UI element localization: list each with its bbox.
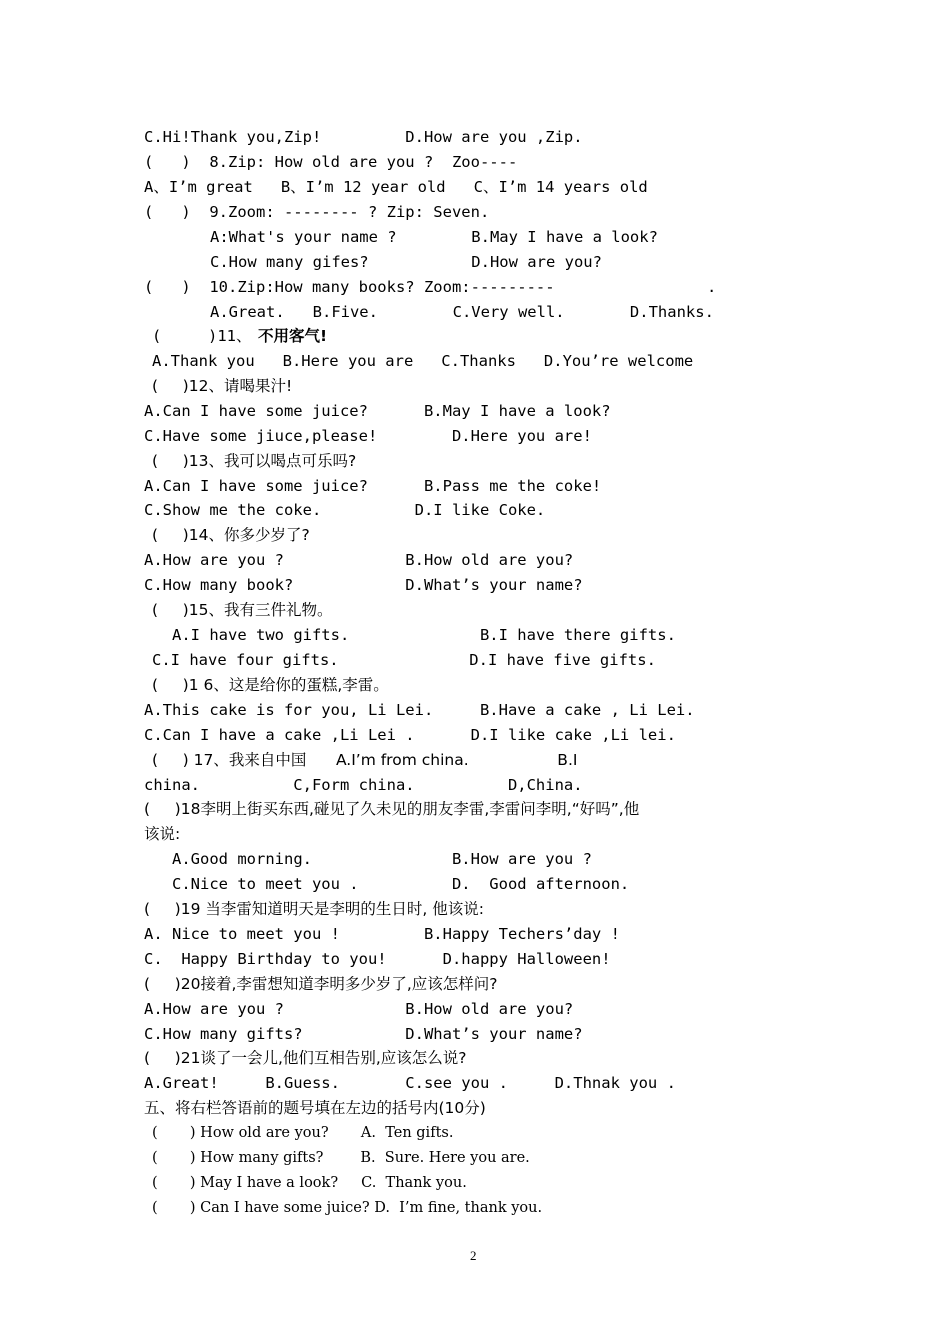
q20-options-cd: C.How many gifts? D.What’s your name?: [144, 1025, 583, 1043]
q13-options-cd: C.Show me the coke. D.I like Coke.: [144, 501, 546, 519]
q16-question: ( )1 6、这是给你的蛋糕,李雷。: [152, 676, 389, 694]
q10-options: A.Great. B.Five. C.Very well. D.Thanks.: [210, 303, 714, 321]
q16-options-ab: A.This cake is for you, Li Lei. B.Have a cake , Li Lei.: [144, 701, 695, 719]
q15-question: ( )15、我有三件礼物。: [152, 601, 333, 619]
q15-options-cd: C.I have four gifts. D.I have five gifts.: [152, 651, 656, 669]
q10-question-dot: .: [707, 278, 717, 296]
q21-question: ( )21谈了一会儿,他们互相告别,应该怎么说?: [144, 1049, 467, 1067]
q13-question: ( )13、我可以喝点可乐吗?: [152, 452, 357, 470]
q11-question: 不用客气!: [258, 327, 328, 345]
q13-options-ab: A.Can I have some juice? B.Pass me the coke!: [144, 477, 602, 495]
q8-question: ( ) 8.Zip: How old are you ? Zoo----: [144, 153, 518, 171]
q17-question: ( ) 17、我来自中国 A.I’m from china. B.I: [152, 751, 578, 769]
q18-options-ab: A.Good morning. B.How are you ?: [172, 850, 592, 868]
match-row-4: ( ) Can I have some juice? D. I’m fine, thank you.: [152, 1200, 543, 1216]
match-row-2: ( ) How many gifts? B. Sure. Here you are.: [152, 1150, 530, 1166]
q14-question: ( )14、你多少岁了?: [152, 526, 310, 544]
q18-question: ( )18李明上街买东西,碰见了久未见的朋友李雷,李雷问李明,“好吗”,他: [144, 800, 640, 818]
section-five-heading: 五、将右栏答语前的题号填在左边的括号内(10分): [144, 1099, 486, 1117]
q12-options-cd: C.Have some jiuce,please! D.Here you are!: [144, 427, 592, 445]
q14-options-cd: C.How many book? D.What’s your name?: [144, 576, 583, 594]
match-row-1: ( ) How old are you? A. Ten gifts.: [152, 1125, 454, 1141]
q19-options-ab: A. Nice to meet you ! B.Happy Techers’day !: [144, 925, 620, 943]
q20-question: ( )20接着,李雷想知道李明多少岁了,应该怎样问?: [144, 975, 498, 993]
q20-options-ab: A.How are you ? B.How old are you?: [144, 1000, 574, 1018]
q16-options-cd: C.Can I have a cake ,Li Lei . D.I like cake ,Li lei.: [144, 726, 676, 744]
q12-question: ( )12、请喝果汁!: [152, 377, 293, 395]
q9-options-ab: A:What's your name ? B.May I have a look?: [210, 228, 658, 246]
match-row-3: ( ) May I have a look? C. Thank you.: [152, 1175, 467, 1191]
q19-options-cd: C. Happy Birthday to you! D.happy Halloween!: [144, 950, 611, 968]
q18-options-cd: C.Nice to meet you . D. Good afternoon.: [172, 875, 630, 893]
q18-question-cont: 该说:: [144, 825, 181, 843]
q9-question: ( ) 9.Zoom: -------- ? Zip: Seven.: [144, 203, 490, 221]
q15-options-ab: A.I have two gifts. B.I have there gifts.: [172, 626, 676, 644]
q11-number: ( )11、: [152, 327, 252, 345]
q10-question: ( ) 10.Zip:How many books? Zoom:---------: [144, 278, 555, 296]
page-number: 2: [470, 1248, 477, 1263]
q21-options: A.Great! B.Guess. C.see you . D.Thnak you .: [144, 1074, 676, 1092]
q11-options: A.Thank you B.Here you are C.Thanks D.You’re welcome: [152, 352, 694, 370]
q9-options-cd: C.How many gifes? D.How are you?: [210, 253, 602, 271]
q14-options-ab: A.How are you ? B.How old are you?: [144, 551, 574, 569]
q19-question: ( )19 当李雷知道明天是李明的生日时, 他该说:: [144, 900, 484, 918]
q12-options-ab: A.Can I have some juice? B.May I have a look?: [144, 402, 611, 420]
q17-options-cont: china. C,Form china. D,China.: [144, 776, 583, 794]
q8-options: A、I’m great B、I’m 12 year old C、I’m 14 years old: [144, 178, 648, 196]
q7-options-cd: C.Hi!Thank you,Zip! D.How are you ,Zip.: [144, 128, 583, 146]
